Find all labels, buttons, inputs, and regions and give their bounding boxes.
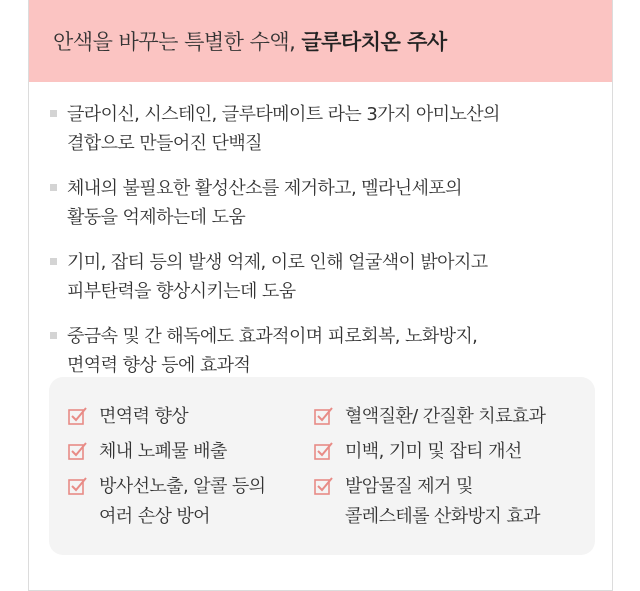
checkbox-check-icon bbox=[313, 440, 335, 462]
list-item-text: 체내의 불필요한 활성산소를 제거하고, 멜라닌세포의 활동을 억제하는데 도움 bbox=[67, 178, 462, 228]
benefit-label: 혈액질환/ 간질환 치료효과 bbox=[345, 406, 546, 427]
benefit-item bbox=[313, 402, 545, 432]
info-card bbox=[28, 0, 613, 591]
checkbox-check-icon bbox=[313, 475, 335, 497]
benefit-item bbox=[313, 472, 540, 532]
benefit-item bbox=[67, 437, 227, 467]
benefit-item bbox=[67, 472, 265, 532]
benefit-item bbox=[67, 402, 188, 432]
benefit-label: 방사선노출, 알콜 등의 여러 손상 방어 bbox=[99, 476, 266, 527]
list-item bbox=[50, 248, 610, 306]
header-banner bbox=[29, 0, 612, 82]
bullet-list bbox=[50, 100, 610, 396]
title-bold: 글루타치온 주사 bbox=[301, 30, 447, 54]
benefit-label: 발암물질 제거 및 콜레스테롤 산화방지 효과 bbox=[345, 476, 540, 527]
list-item bbox=[50, 322, 610, 380]
bullet-square-icon bbox=[50, 332, 57, 339]
benefit-label: 체내 노폐물 배출 bbox=[99, 441, 227, 462]
bullet-square-icon bbox=[50, 258, 57, 265]
benefit-label: 미백, 기미 및 잡티 개선 bbox=[345, 441, 522, 462]
benefit-label: 면역력 향상 bbox=[99, 406, 189, 427]
benefit-item bbox=[313, 437, 522, 467]
bullet-square-icon bbox=[50, 184, 57, 191]
list-item-text: 기미, 잡티 등의 발생 억제, 이로 인해 얼굴색이 밝아지고 피부탄력을 향상시키는데 도움 bbox=[67, 252, 488, 302]
list-item bbox=[50, 100, 610, 158]
bullet-square-icon bbox=[50, 110, 57, 117]
list-item-text: 글라이신, 시스테인, 글루타메이트 라는 3가지 아미노산의 결합으로 만들어진 단백질 bbox=[67, 104, 500, 154]
checkbox-check-icon bbox=[67, 405, 89, 427]
list-item bbox=[50, 174, 610, 232]
benefits-box bbox=[49, 377, 595, 555]
checkbox-check-icon bbox=[67, 440, 89, 462]
checkbox-check-icon bbox=[313, 405, 335, 427]
checkbox-check-icon bbox=[67, 475, 89, 497]
title-normal: 안색을 바꾸는 특별한 수액, bbox=[53, 30, 296, 54]
list-item-text: 중금속 및 간 해독에도 효과적이며 피로회복, 노화방지, 면역력 향상 등에 효과적 bbox=[67, 326, 478, 376]
